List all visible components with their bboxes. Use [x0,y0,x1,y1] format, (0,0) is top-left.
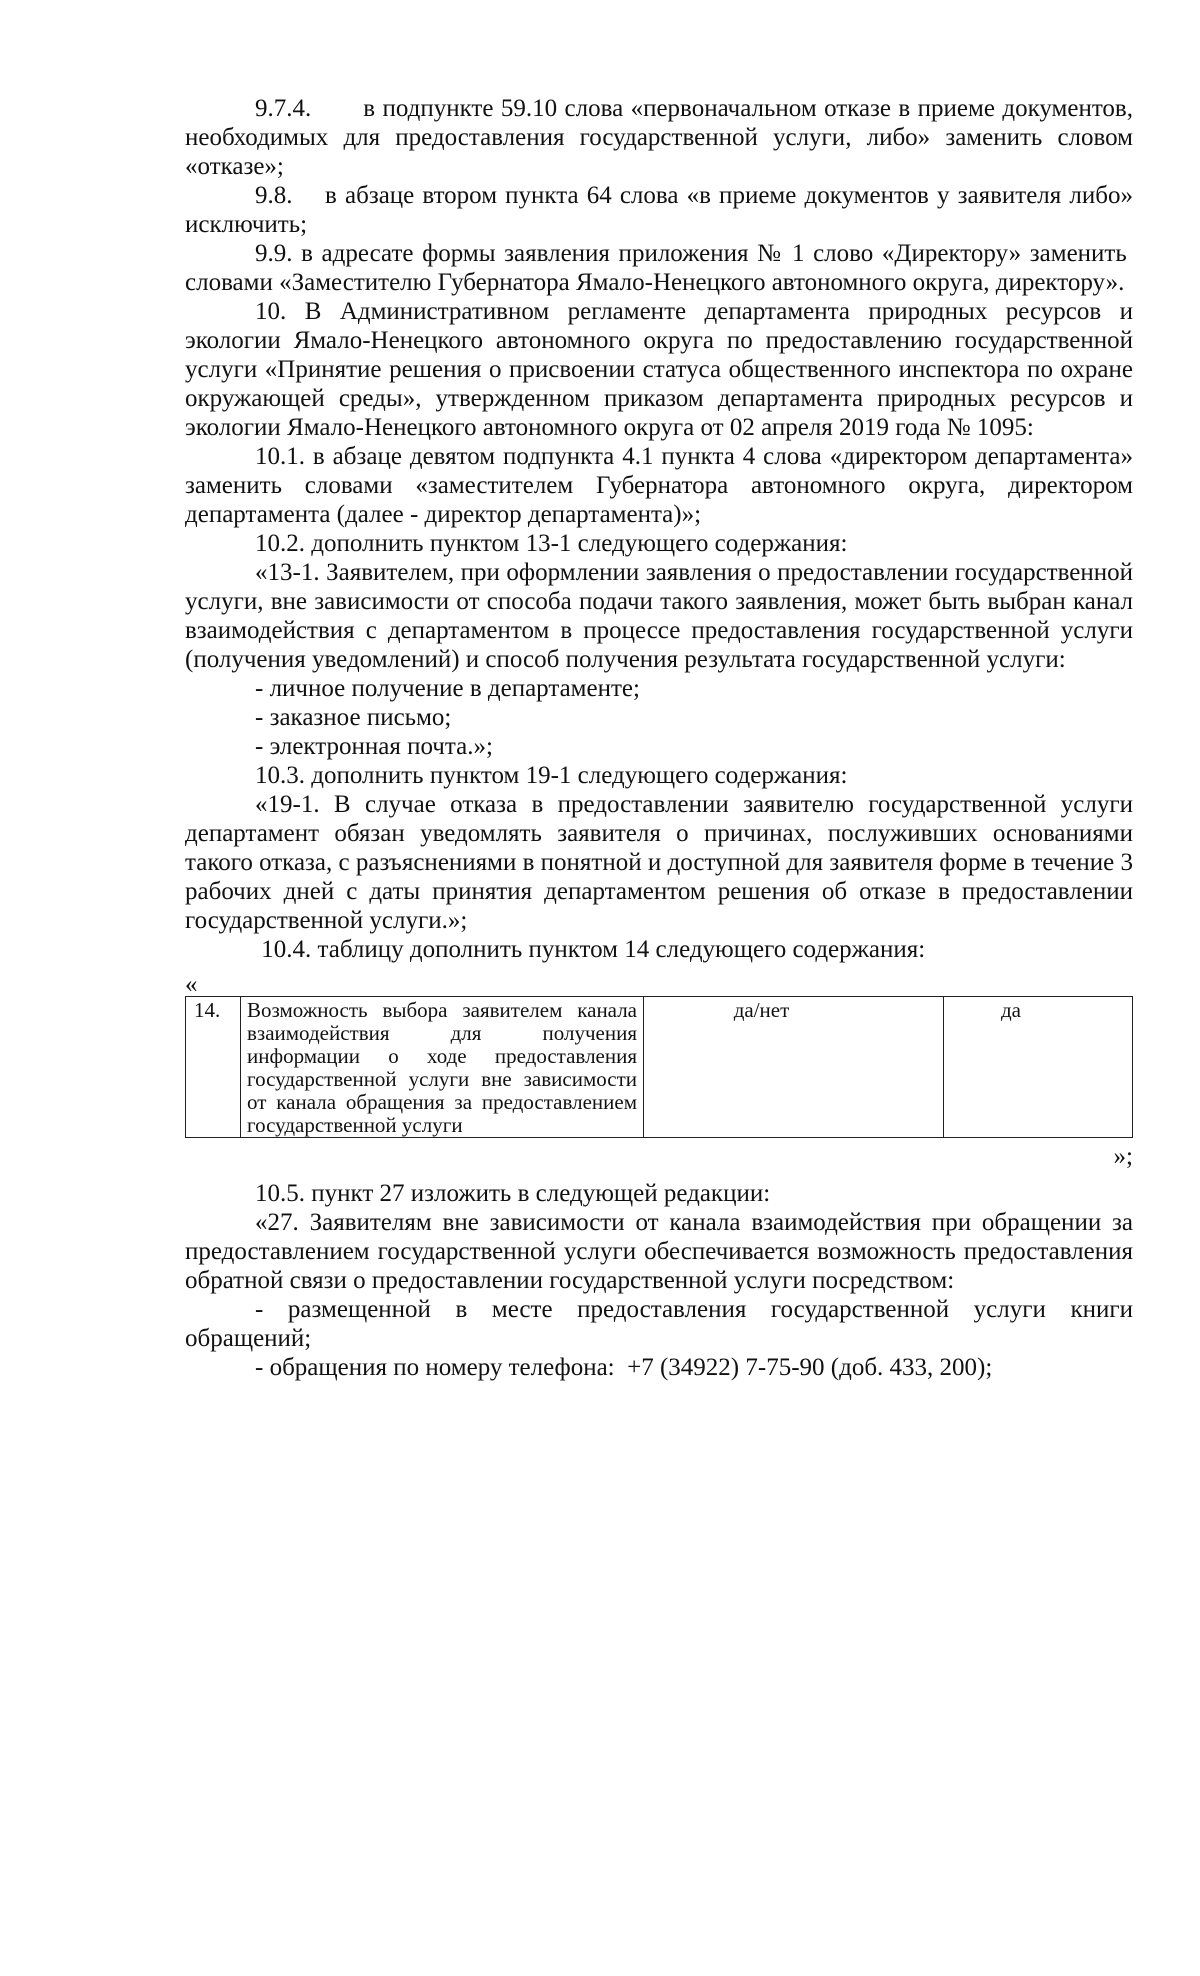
paragraph-10-1: 10.1. в абзаце девятом подпункта 4.1 пункта 4 слова «директором департамента» заменить словами «заместителем Губернатора автономного округа, директором департамента (далее - директор департамента)»; [185,443,1133,528]
table-open-quote: « [185,971,198,998]
paragraph-10: 10. В Административном регламенте департамента природных ресурсов и экологии Ямало-Ненецкого автономного округа по предоставлению государственной услуги «Принятие решения о присвоении статуса общественного инспектора по охране окружающей среды», утвержденном приказом департамента природных ресурсов и экологии Ямало-Ненецкого автономного округа от 02 апреля 2019 года № 1095: [185,298,1133,441]
row-value: да [944,997,1133,1138]
row-type: да/нет [644,997,944,1138]
table-close-quote: »; [1113,1143,1133,1170]
paragraph-10-5: 10.5. пункт 27 изложить в следующей редакции: [255,1180,771,1207]
paragraph-9-8: 9.8. в абзаце втором пункта 64 слова «в приеме документов у заявителя либо» исключить; [185,182,1133,238]
paragraph-10-4: 10.4. таблицу дополнить пунктом 14 следующего содержания: [255,936,926,963]
paragraph-10-2: 10.2. дополнить пунктом 13-1 следующего содержания: [255,530,848,557]
paragraph-19-1: «19-1. В случае отказа в предоставлении заявителю государственной услуги департамент обязан уведомлять заявителя о причинах, послуживших основаниями такого отказа, с разъяснениями в понятной и доступной для заявителя форме в течение 3 рабочих дней с даты принятия департаментом решения об отказе в предоставлении государственной услуги.»; [185,791,1133,934]
paragraph-10-3: 10.3. дополнить пунктом 19-1 следующего содержания: [255,762,848,789]
list-item-complaint-book: - размещенной в месте предоставления государственной услуги книги обращений; [185,1296,1133,1352]
list-item-email: - электронная почта.»; [255,733,493,760]
paragraph-27: «27. Заявителям вне зависимости от канала взаимодействия при обращении за предоставлением государственной услуги обеспечивается возможность предоставления обратной связи о предоставлении государственной услуги посредством: [185,1209,1133,1294]
row-description: Возможность выбора заявителем канала взаимодействия для получения информации о ходе предоставления государственной услуги вне зависимости от канала обращения за предоставлением государственной услуги [241,997,644,1138]
document-page [185,94,1133,1382]
paragraph-13-1: «13-1. Заявителем, при оформлении заявления о предоставлении государственной услуги, вне зависимости от способа подачи такого заявления, может быть выбран канал взаимодействия с департаментом в процессе предоставления государственной услуги (получения уведомлений) и способ получения результата государственной услуги: [185,559,1133,673]
paragraph-9-9: 9.9. в адресате формы заявления приложения № 1 слово «Директору» заменить словами «Заместителю Губернатора Ямало-Ненецкого автономного округа, директору». [185,240,1133,296]
table-row [186,997,1133,1138]
row-number: 14. [186,997,241,1138]
list-item-phone: - обращения по номеру телефона: +7 (34922) 7-75-90 (доб. 433, 200); [255,1354,993,1381]
list-item-registered-mail: - заказное письмо; [255,704,452,731]
paragraph-9-7-4: 9.7.4. в подпункте 59.10 слова «первоначальном отказе в приеме документов, необходимых для предоставления государственной услуги, либо» заменить словом «отказе»; [185,95,1133,180]
amendment-table [185,996,1133,1138]
list-item-personal: - личное получение в департаменте; [255,675,640,702]
